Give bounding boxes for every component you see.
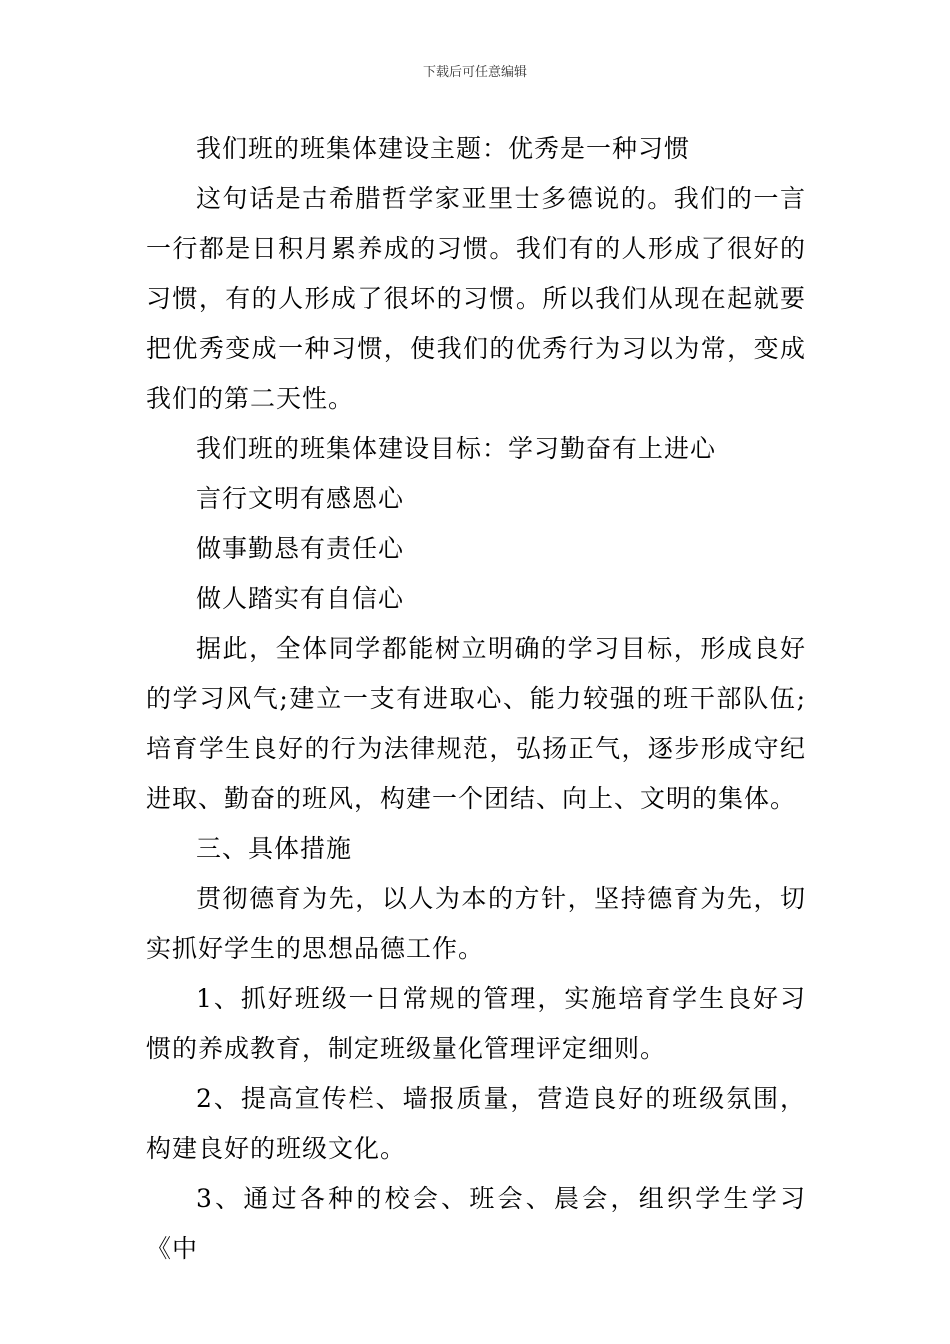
paragraph-accordingly: 据此，全体同学都能树立明确的学习目标，形成良好的学习风气;建立一支有进取心、能力较强的班干部队伍;培育学生良好的行为法律规范，弘扬正气，逐步形成守纪进取、勤奋的班风，构建一个团结、向上、文明的集体。 bbox=[146, 634, 806, 813]
paragraph-aristotle-quote: 这句话是古希腊哲学家亚里士多德说的。我们的一言一行都是日积月累养成的习惯。我们有的人形成了很好的习惯，有的人形成了很坏的习惯。所以我们从现在起就要把优秀变成一种习惯，使我们的优秀行为习以为常，变成我们的第二天性。 bbox=[146, 184, 806, 413]
paragraph-moral-education: 贯彻德育为先，以人为本的方针，坚持德育为先，切实抓好学生的思想品德工作。 bbox=[146, 884, 806, 963]
document-body bbox=[146, 124, 806, 1274]
page-header: 下载后可任意编辑 bbox=[422, 65, 527, 80]
list-item-2: 2、提高宣传栏、墙报质量，营造良好的班级氛围，构建良好的班级文化。 bbox=[146, 1084, 806, 1163]
paragraph-goal-line-2: 言行文明有感恩心 bbox=[196, 484, 405, 513]
paragraph-theme: 我们班的班集体建设主题：优秀是一种习惯 bbox=[196, 134, 691, 163]
paragraph-goal: 我们班的班集体建设目标：学习勤奋有上进心 bbox=[196, 434, 717, 463]
list-item-3: 3、通过各种的校会、班会、晨会，组织学生学习《中 bbox=[146, 1184, 806, 1263]
paragraph-goal-line-4: 做人踏实有自信心 bbox=[196, 584, 405, 613]
paragraph-goal-line-3: 做事勤恳有责任心 bbox=[196, 534, 405, 563]
list-item-1: 1、抓好班级一日常规的管理，实施培育学生良好习惯的养成教育，制定班级量化管理评定细则。 bbox=[146, 984, 806, 1063]
section-heading-measures: 三、具体措施 bbox=[196, 834, 353, 863]
